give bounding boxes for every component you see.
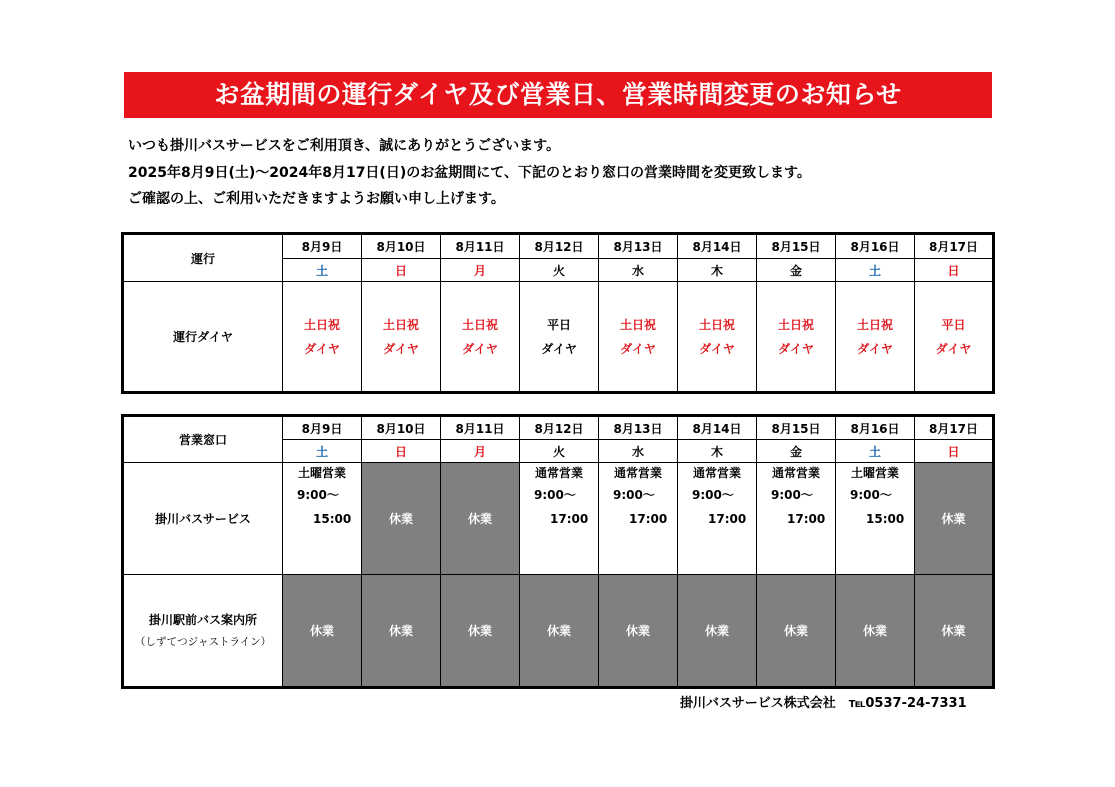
weekday-cell: 日	[362, 440, 441, 463]
hours-cell	[757, 463, 836, 575]
notice-title: お盆期間の運行ダイヤ及び営業日、営業時間変更のお知らせ	[124, 72, 992, 118]
station-info-name: 掛川駅前バス案内所	[148, 612, 257, 627]
company-contact: 掛川バスサービス株式会社 ℡0537-24-7331	[680, 696, 967, 711]
diagram-line-1: 土日祝	[777, 317, 814, 332]
weekday-cell: 月	[441, 440, 520, 463]
diagram-line-1: 土日祝	[382, 317, 419, 332]
diagram-line-1: 土日祝	[856, 317, 893, 332]
hours-close: 17:00	[708, 512, 747, 526]
date-cell: 8月12日	[520, 235, 599, 259]
diagram-line-1: 平日	[546, 317, 571, 332]
weekday-cell: 木	[678, 440, 757, 463]
closed-cell: 休業	[599, 575, 678, 687]
weekday-cell: 火	[520, 259, 599, 282]
diagram-line-2: ダイヤ	[778, 341, 814, 356]
hours-open: 9:00～	[850, 488, 892, 502]
hours-close: 17:00	[787, 512, 826, 526]
counter-hours-table	[123, 416, 993, 687]
operation-schedule-table	[123, 234, 993, 392]
diagram-line-2: ダイヤ	[699, 341, 735, 356]
closed-cell: 休業	[678, 575, 757, 687]
date-cell: 8月17日	[915, 417, 993, 440]
date-cell: 8月11日	[441, 417, 520, 440]
intro-line-2: 2025年8月9日(土)～2024年8月17日(日)のお盆期間にて、下記のとおり窓口の営業時間を変更致します。	[128, 164, 811, 181]
weekday-cell: 水	[599, 259, 678, 282]
hours-kind: 通常営業	[613, 466, 662, 480]
weekday-cell: 火	[520, 440, 599, 463]
hours-kind: 通常営業	[534, 466, 583, 480]
diagram-line-2: ダイヤ	[462, 341, 498, 356]
weekday-cell: 月	[441, 259, 520, 282]
weekday-cell: 金	[757, 440, 836, 463]
weekday-cell: 金	[757, 259, 836, 282]
station-info-operator: （しずてつジャストライン）	[134, 635, 272, 648]
hours-close: 17:00	[629, 512, 668, 526]
diagram-line-1: 土日祝	[461, 317, 498, 332]
date-cell: 8月11日	[441, 235, 520, 259]
diagram-cell	[599, 282, 678, 392]
date-cell: 8月13日	[599, 417, 678, 440]
diagram-cell	[520, 282, 599, 392]
diagram-cell	[441, 282, 520, 392]
hours-kind: 土曜営業	[850, 466, 899, 480]
diagram-line-1: 土日祝	[619, 317, 656, 332]
diagram-cell	[678, 282, 757, 392]
date-cell: 8月15日	[757, 235, 836, 259]
closed-cell: 休業	[362, 463, 441, 575]
date-cell: 8月9日	[283, 235, 362, 259]
hours-kind: 通常営業	[771, 466, 820, 480]
weekday-cell: 水	[599, 440, 678, 463]
diagram-line-2: ダイヤ	[304, 341, 340, 356]
weekday-cell: 土	[836, 259, 915, 282]
closed-cell: 休業	[915, 575, 993, 687]
weekday-cell: 土	[283, 259, 362, 282]
diagram-line-2: ダイヤ	[935, 341, 972, 356]
date-cell: 8月15日	[757, 417, 836, 440]
diagram-line-1: 平日	[941, 317, 966, 332]
hours-open: 9:00～	[534, 488, 576, 502]
intro-line-3: ご確認の上、ご利用いただきますようお願い申し上げます。	[128, 191, 505, 207]
date-cell: 8月10日	[362, 417, 441, 440]
closed-cell: 休業	[757, 575, 836, 687]
kakegawa-bus-service-label: 掛川バスサービス	[124, 463, 283, 575]
date-cell: 8月14日	[678, 417, 757, 440]
closed-cell: 休業	[520, 575, 599, 687]
closed-cell: 休業	[362, 575, 441, 687]
intro-text	[128, 133, 811, 213]
hours-open: 9:00～	[771, 488, 813, 502]
weekday-cell: 日	[362, 259, 441, 282]
hours-open: 9:00～	[297, 488, 339, 502]
weekday-cell: 土	[836, 440, 915, 463]
diagram-cell	[915, 282, 993, 392]
hours-cell	[678, 463, 757, 575]
weekday-cell: 土	[283, 440, 362, 463]
date-cell: 8月17日	[915, 235, 993, 259]
closed-cell: 休業	[915, 463, 993, 575]
closed-cell: 休業	[441, 463, 520, 575]
hours-cell	[599, 463, 678, 575]
diagram-cell	[836, 282, 915, 392]
diagram-line-2: ダイヤ	[541, 341, 577, 356]
intro-line-1: いつも掛川バスサービスをご利用頂き、誠にありがとうございます。	[128, 138, 561, 154]
hours-close: 15:00	[313, 512, 352, 526]
operation-row-label: 運行ダイヤ	[124, 282, 283, 392]
weekday-cell: 日	[915, 259, 993, 282]
closed-cell: 休業	[836, 575, 915, 687]
date-cell: 8月13日	[599, 235, 678, 259]
hours-cell	[283, 463, 362, 575]
diagram-cell	[283, 282, 362, 392]
date-cell: 8月16日	[836, 235, 915, 259]
hours-close: 17:00	[550, 512, 589, 526]
date-cell: 8月10日	[362, 235, 441, 259]
diagram-line-1: 土日祝	[698, 317, 735, 332]
diagram-line-1: 土日祝	[303, 317, 340, 332]
hours-open: 9:00～	[692, 488, 734, 502]
hours-cell	[520, 463, 599, 575]
diagram-line-2: ダイヤ	[383, 341, 419, 356]
weekday-cell: 日	[915, 440, 993, 463]
hours-kind: 通常営業	[692, 466, 741, 480]
weekday-cell: 木	[678, 259, 757, 282]
closed-cell: 休業	[283, 575, 362, 687]
closed-cell: 休業	[441, 575, 520, 687]
diagram-cell	[362, 282, 441, 392]
diagram-line-2: ダイヤ	[857, 341, 893, 356]
diagram-cell	[757, 282, 836, 392]
date-cell: 8月12日	[520, 417, 599, 440]
diagram-line-2: ダイヤ	[620, 341, 656, 356]
date-cell: 8月16日	[836, 417, 915, 440]
hours-kind: 土曜営業	[297, 466, 346, 480]
hours-cell	[836, 463, 915, 575]
counter-header-label: 営業窓口	[124, 417, 283, 463]
hours-open: 9:00～	[613, 488, 655, 502]
operation-header-label: 運行	[124, 235, 283, 282]
hours-close: 15:00	[866, 512, 905, 526]
kakegawa-station-info-label	[124, 575, 283, 687]
date-cell: 8月9日	[283, 417, 362, 440]
date-cell: 8月14日	[678, 235, 757, 259]
